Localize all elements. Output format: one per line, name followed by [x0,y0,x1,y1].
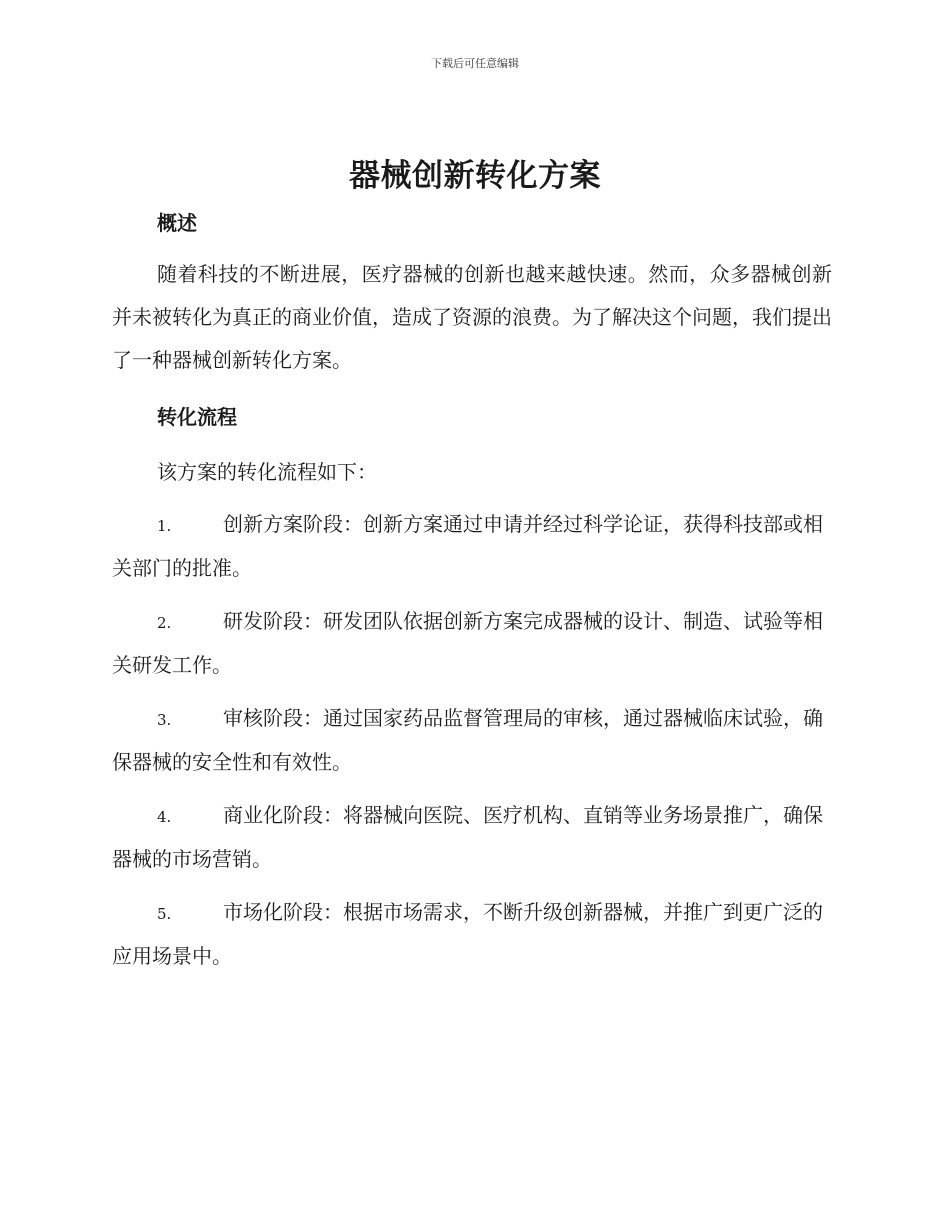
list-number: 3. [157,711,172,729]
process-intro: 该方案的转化流程如下： [157,460,377,484]
document-title: 器械创新转化方案 [349,158,601,194]
list-text: 创新方案阶段：创新方案通过申请并经过科学论证，获得科技部或相关部门的批准。 [112,512,823,580]
section-heading-overview: 概述 [157,211,197,235]
list-number: 5. [157,905,172,923]
overview-paragraph: 随着科技的不断进展，医疗器械的创新也越来越快速。然而，众多器械创新并未被转化为真正的商业价值，造成了资源的浪费。为了解决这个问题，我们提出了一种器械创新转化方案。 [112,262,832,372]
list-item [112,794,832,880]
header-note: 下载后可任意编辑 [431,57,519,70]
list-item [112,600,832,686]
list-item [112,503,832,589]
list-text: 审核阶段：通过国家药品监督管理局的审核，通过器械临床试验，确保器械的安全性和有效性。 [112,706,823,774]
list-item [112,697,832,783]
section-heading-process: 转化流程 [157,405,237,429]
list-number: 1. [157,517,172,535]
list-number: 4. [157,808,172,826]
list-number: 2. [157,614,172,632]
list-item [112,891,832,977]
list-text: 商业化阶段：将器械向医院、医疗机构、直销等业务场景推广，确保器械的市场营销。 [112,803,823,871]
list-text: 市场化阶段：根据市场需求，不断升级创新器械，并推广到更广泛的应用场景中。 [112,900,823,968]
list-text: 研发阶段：研发团队依据创新方案完成器械的设计、制造、试验等相关研发工作。 [112,609,823,677]
